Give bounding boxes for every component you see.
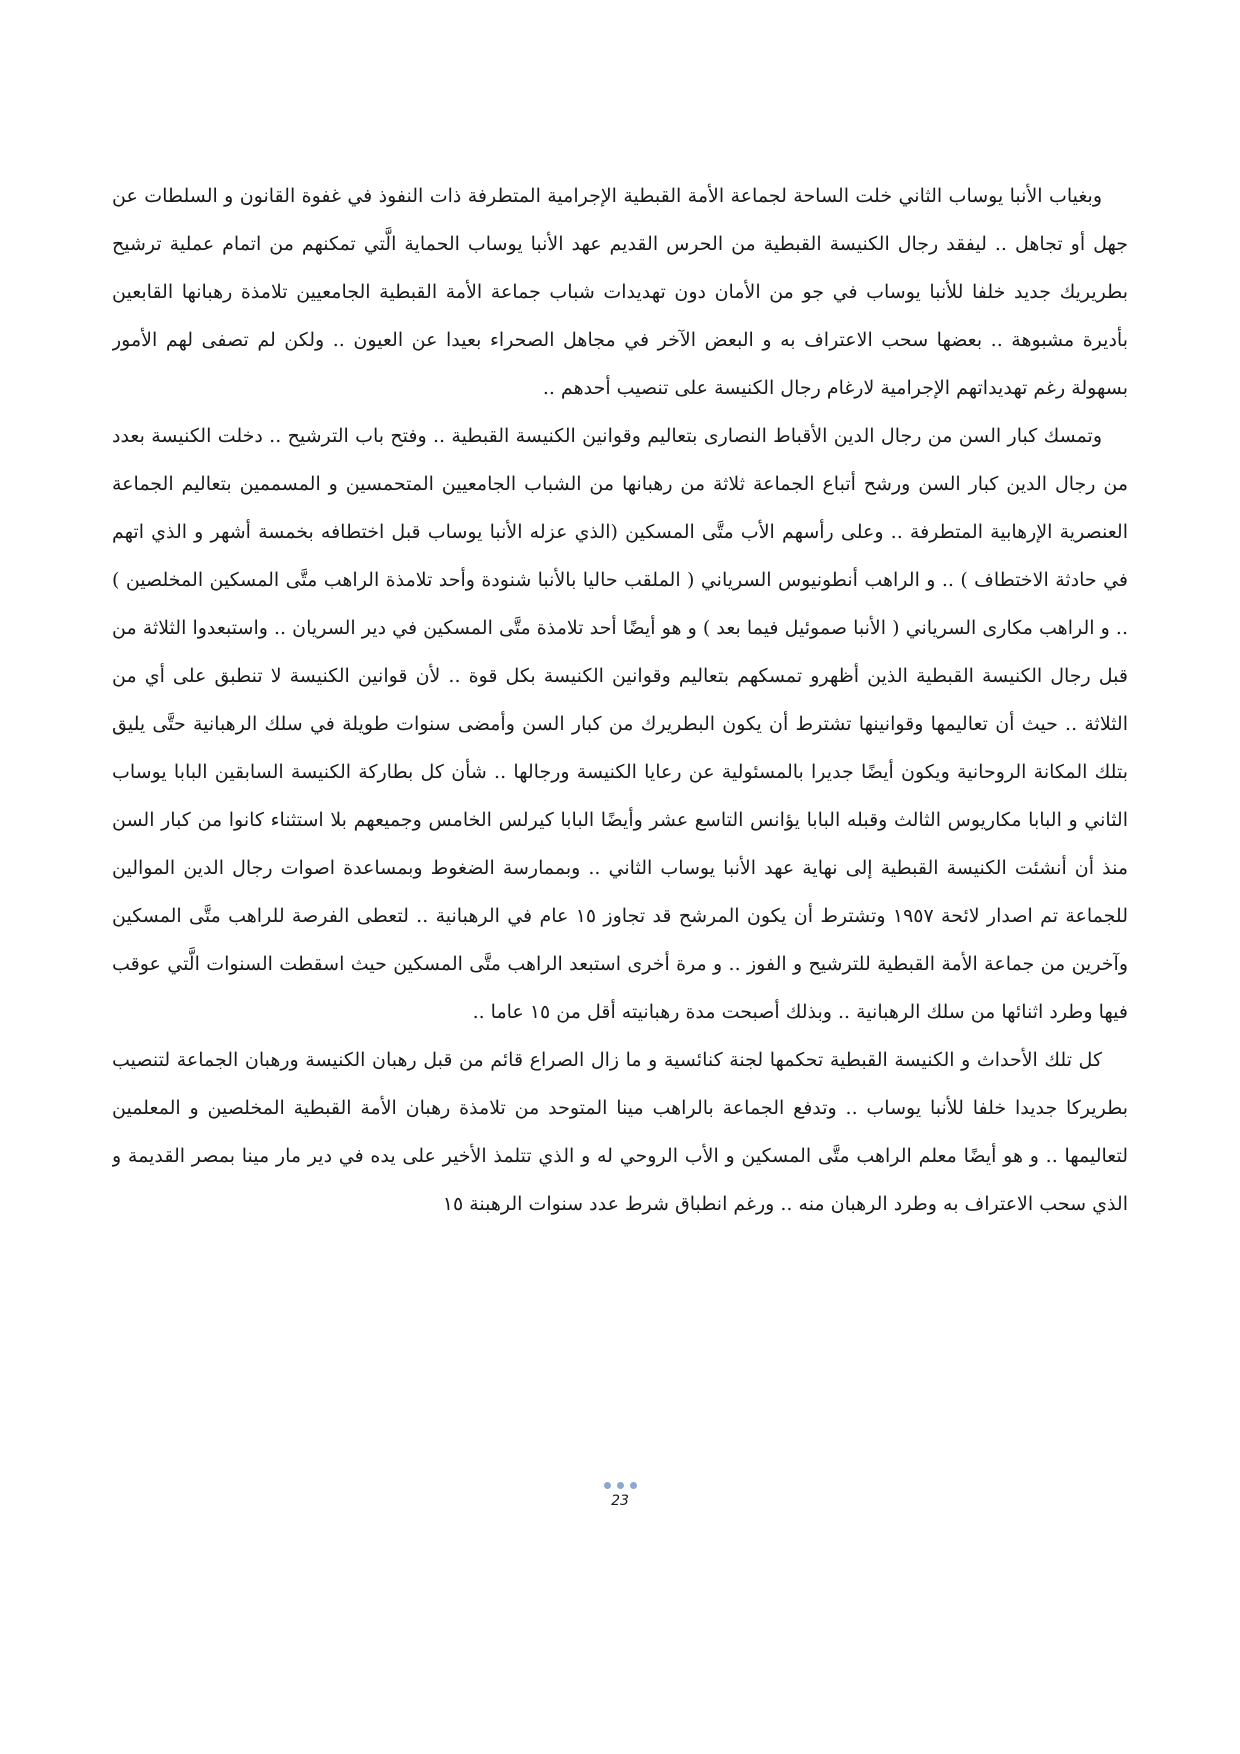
footer-dots-ornament	[0, 1482, 1240, 1492]
document-body	[112, 172, 1128, 1492]
paragraph-3: كل تلك الأحداث و الكنيسة القبطية تحكمها لجنة كنائسية و ما زال الصراع قائم من قبل رهبان الكنيسة ورهبان الجماعة لتنصيب بطريركا جديدا خلفا للأنبا يوساب .. وتدفع الجماعة بالراهب مينا المتوحد من تلامذة رهبان الأمة القبطية المخلصين و المعلمين لتعاليمها .. و هو أيضًا معلم الراهب متَّى المسكين و الأب الروحي له و الذي تتلمذ الأخير على يده في دير مار مينا بمصر القديمة و الذي سحب الاعتراف به وطرد الرهبان منه .. ورغم انطباق شرط عدد سنوات الرهبنة ١٥	[112, 1049, 1128, 1215]
footer-dot	[604, 1482, 611, 1489]
footer-dot	[617, 1482, 624, 1489]
footer-dot	[630, 1482, 637, 1489]
paragraph-2: وتمسك كبار السن من رجال الدين الأقباط النصارى بتعاليم وقوانين الكنيسة القبطية .. وفتح باب الترشيح .. دخلت الكنيسة بعدد من رجال الدين كبار السن ورشح أتباع الجماعة ثلاثة من رهبانها من الشباب الجامعيين المتحمسين و المسممين بتعاليم الجماعة العنصرية الإرهابية المتطرفة .. وعلى رأسهم الأب متَّى المسكين (الذي عزله الأنبا يوساب قبل اختطافه بخمسة أشهر و الذي اتهم في حادثة الاختطاف ) .. و الراهب أنطونيوس السرياني ( الملقب حاليا بالأنبا شنودة وأحد تلامذة الراهب متَّى المسكين المخلصين ) .. و الراهب مكارى السرياني ( الأنبا صموئيل فيما بعد ) و هو أيضًا أحد تلامذة متَّى المسكين في دير السريان .. واستبعدوا الثلاثة من قبل رجال الكنيسة القبطية الذين أظهرو تمسكهم بتعاليم وقوانين الكنيسة بكل قوة .. لأن قوانين الكنيسة لا تنطبق على أي من الثلاثة .. حيث أن تعاليمها وقوانينها تشترط أن يكون البطريرك من كبار السن وأمضى سنوات طويلة في سلك الرهبانية حتَّى يليق بتلك المكانة الروحانية ويكون أيضًا جديرا بالمسئولية عن رعايا الكنيسة ورجالها .. شأن كل بطاركة الكنيسة السابقين البابا يوساب الثاني و البابا مكاريوس الثالث وقبله البابا يؤانس التاسع عشر وأيضًا البابا كيرلس الخامس وجميعهم بلا استثناء كانوا من كبار السن منذ أن أنشئت الكنيسة القبطية إلى نهاية عهد الأنبا يوساب الثاني .. وبممارسة الضغوط وبمساعدة اصوات رجال الدين الموالين للجماعة تم اصدار لائحة ١٩٥٧ وتشترط أن يكون المرشح قد تجاوز ١٥ عام في الرهبانية .. لتعطى الفرصة للراهب متَّى المسكين وآخرين من جماعة الأمة القبطية للترشيح و الفوز .. و مرة أخرى استبعد الراهب متَّى المسكين حيث اسقطت السنوات الَّتي عوقب فيها وطرد اثنائها من سلك الرهبانية .. وبذلك أصبحت مدة رهبانيته أقل من ١٥ عاما ..	[112, 425, 1128, 1023]
page-footer	[0, 1482, 1240, 1509]
paragraph-1: وبغياب الأنبا يوساب الثاني خلت الساحة لجماعة الأمة القبطية الإجرامية المتطرفة ذات النفوذ في غفوة القانون و السلطات عن جهل أو تجاهل .. ليفقد رجال الكنيسة القبطية من الحرس القديم عهد الأنبا يوساب الحماية الَّتي تمكنهم من اتمام عملية ترشيح بطريريك جديد خلفا للأنبا يوساب في جو من الأمان دون تهديدات شباب جماعة الأمة القبطية الجامعيين تلامذة رهبانها القابعين بأديرة مشبوهة .. بعضها سحب الاعتراف به و البعض الآخر في مجاهل الصحراء بعيدا عن العيون .. ولكن لم تصفى لهم الأمور بسهولة رغم تهديداتهم الإجرامية لارغام رجال الكنيسة على تنصيب أحدهم ..	[112, 185, 1128, 399]
page-number: 23	[611, 1493, 629, 1509]
